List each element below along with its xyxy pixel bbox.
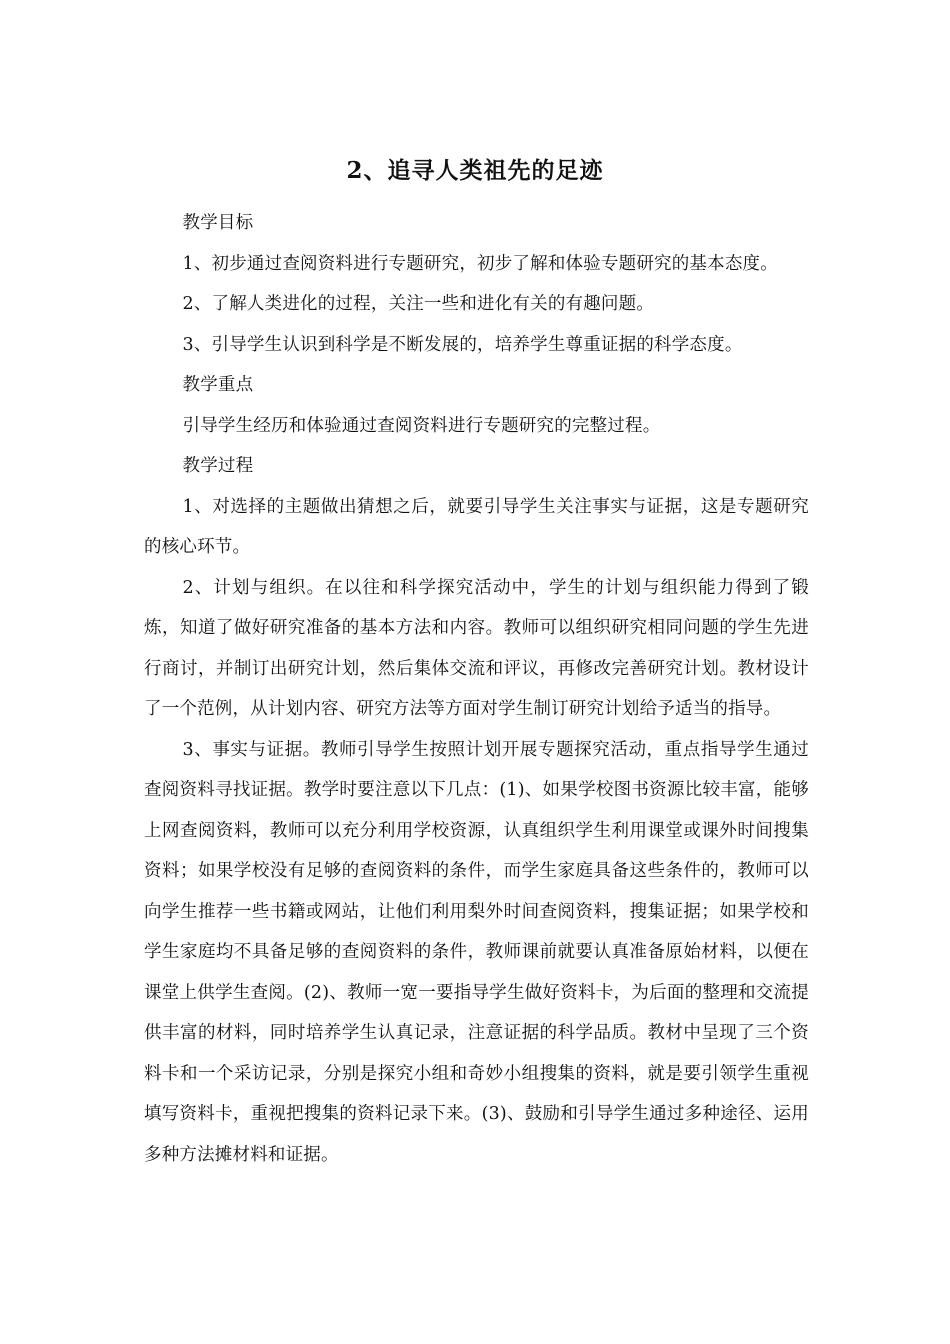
section-heading-objectives: 教学目标 (182, 213, 254, 233)
key-point-paragraph: 引导学生经历和体验通过查阅资料进行专题研究的完整过程。 (182, 415, 661, 436)
objective-item-1: 1、初步通过查阅资料进行专题研究，初步了解和体验专题研究的基本态度。 (182, 253, 778, 274)
document-title: 2、追寻人类祖先的足迹 (346, 157, 604, 184)
process-paragraph-3: 3、事实与证据。教师引导学生按照计划开展专题探究活动，重点指导学生通过查阅资料寻找证据。教学时要注意以下几点：(1)、如果学校图书资源比较丰富，能够上网查阅资料，教师可以充分利用学校资源，认真组织学生利用课堂或课外时间搜集资料；如果学校没有足够的查阅资料的条件，而学生家庭具备这些条件的，教师可以向学生推荐一些书籍或网站，让他们利用梨外时间查阅资料，搜集证据；如果学校和学生家庭均不具备足够的查阅资料的条件，教师课前就要认真准备原始材料，以便在课堂上供学生查阅。(2)、教师一宽一要指导学生做好资料卡，为后面的整理和交流提供丰富的材料，同时培养学生认真记录，注意证据的科学品质。教材中呈现了三个资料卡和一个采访记录，分别是探究小组和奇妙小组搜集的资料，就是要引领学生重视填写资料卡，重视把搜集的资料记录下来。(3)、鼓励和引导学生通过多种途径、运用多种方法摊材料和证据。 (144, 739, 809, 1165)
document-body (144, 203, 809, 1175)
process-paragraph-2: 2、计划与组织。在以往和科学探究活动中，学生的计划与组织能力得到了锻炼，知道了做好研究准备的基本方法和内容。教师可以组织研究相同问题的学生先进行商讨，并制订出研究计划，然后集体交流和评议，再修改完善研究计划。教材设计了一个范例，从计划内容、研究方法等方面对学生制订研究计划给予适当的指导。 (144, 577, 809, 719)
process-paragraph-1: 1、对选择的主题做出猜想之后，就要引导学生关注事实与证据，这是专题研究的核心环节。 (144, 496, 809, 557)
section-heading-key-points: 教学重点 (182, 375, 254, 395)
section-heading-process: 教学过程 (182, 456, 254, 476)
objective-item-3: 3、引导学生认识到科学是不断发展的，培养学生尊重证据的科学态度。 (182, 334, 743, 355)
objective-item-2: 2、了解人类进化的过程，关注一些和进化有关的有趣问题。 (182, 294, 655, 314)
